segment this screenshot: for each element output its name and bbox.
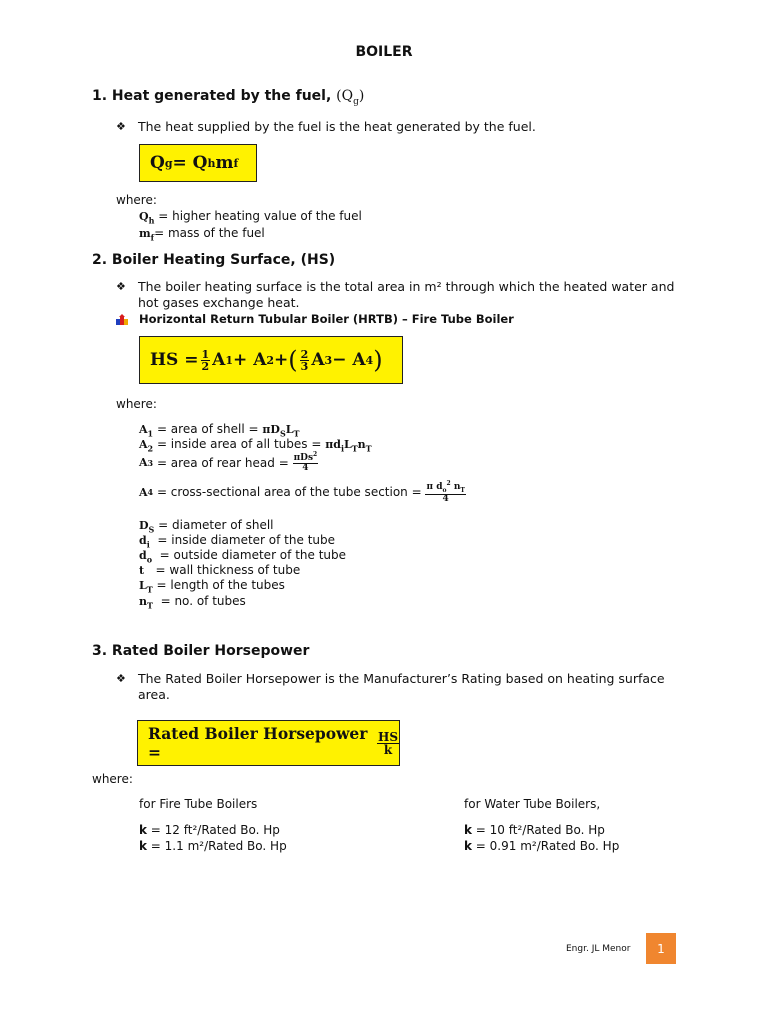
dim-lt: $L_T$ = length of the tubes <box>139 578 285 595</box>
section-3-bullet: ❖ The Rated Boiler Horsepower is the Manufacturer’s Rating based on heating surface area. <box>116 671 665 702</box>
water-tube-title: for Water Tube Boilers, <box>464 797 601 811</box>
fire-tube-k-m: k = 1.1 m²/Rated Bo. Hp <box>139 839 287 853</box>
page-number-badge: 1 <box>646 933 676 964</box>
colored-arrow-bullet-icon <box>116 314 128 326</box>
section-3-heading: 3. Rated Boiler Horsepower <box>92 643 310 659</box>
section-1-heading: 1. Heat generated by the fuel, $(Q_g)$ <box>92 88 365 107</box>
rated-horsepower-formula-box: Rated Boiler Horsepower = $\frac{HS}{k}$ <box>137 720 400 766</box>
water-tube-k-ft: k = 10 ft²/Rated Bo. Hp <box>464 823 605 837</box>
heat-generated-formula-box: Q g = Q h m f <box>139 144 257 182</box>
dim-di: $d_i$ = inside diameter of the tube <box>139 533 335 550</box>
where-label-2: where: <box>116 397 157 411</box>
where-label-3: where: <box>92 772 133 786</box>
section-2-bullet: ❖ The boiler heating surface is the total area in m² through which the heated water and hot gases exchange heat. <box>116 279 675 310</box>
area-a4: A 4 = cross-sectional area of the tube section = $\frac{\pi d_o^2 n_T}{4}$ <box>139 480 465 504</box>
fire-tube-title: for Fire Tube Boilers <box>139 797 258 811</box>
area-a1: $A_1$ = area of shell = $\pi D_SL_T$ <box>139 422 300 439</box>
heating-surface-formula-box: HS = $\frac{1}{2}$ A 1 + A 2 + ( $\frac{2}{3}$ A 3 − A 4 ) <box>139 336 403 384</box>
hrtb-subheading: Horizontal Return Tubular Boiler (HRTB) – Fire Tube Boiler <box>139 312 514 326</box>
dim-do: $d_o$ = outside diameter of the tube <box>139 548 347 565</box>
dim-ds: $D_S$ = diameter of shell <box>139 518 274 535</box>
section-2-heading: 2. Boiler Heating Surface, (HS) <box>92 252 336 268</box>
dim-nt: $n_T$ = no. of tubes <box>139 594 246 611</box>
dim-t: t = wall thickness of tube <box>139 563 301 577</box>
heading-symbol: $(Q_g)$ <box>336 88 365 107</box>
footer-author: Engr. JL Menor <box>566 944 631 954</box>
diamond-bullet-icon: ❖ <box>116 120 126 133</box>
area-a2: $A_2$ = inside area of all tubes = $\pi d_iL_Tn_T$ <box>139 437 372 454</box>
document-title: BOILER <box>355 44 413 60</box>
var-qh: $Q_h$ = higher heating value of the fuel <box>139 209 362 226</box>
where-label-1: where: <box>116 193 157 207</box>
var-mf: $m_f=$ mass of the fuel <box>139 226 265 243</box>
diamond-bullet-icon: ❖ <box>116 280 126 293</box>
area-a3: A 3 = area of rear head = $\frac{\pi Ds^2}{4}$ <box>139 451 318 473</box>
diamond-bullet-icon: ❖ <box>116 672 126 685</box>
section-1-bullet: ❖ The heat supplied by the fuel is the heat generated by the fuel. <box>116 119 536 134</box>
fire-tube-k-ft: k = 12 ft²/Rated Bo. Hp <box>139 823 280 837</box>
water-tube-k-m: k = 0.91 m²/Rated Bo. Hp <box>464 839 620 853</box>
